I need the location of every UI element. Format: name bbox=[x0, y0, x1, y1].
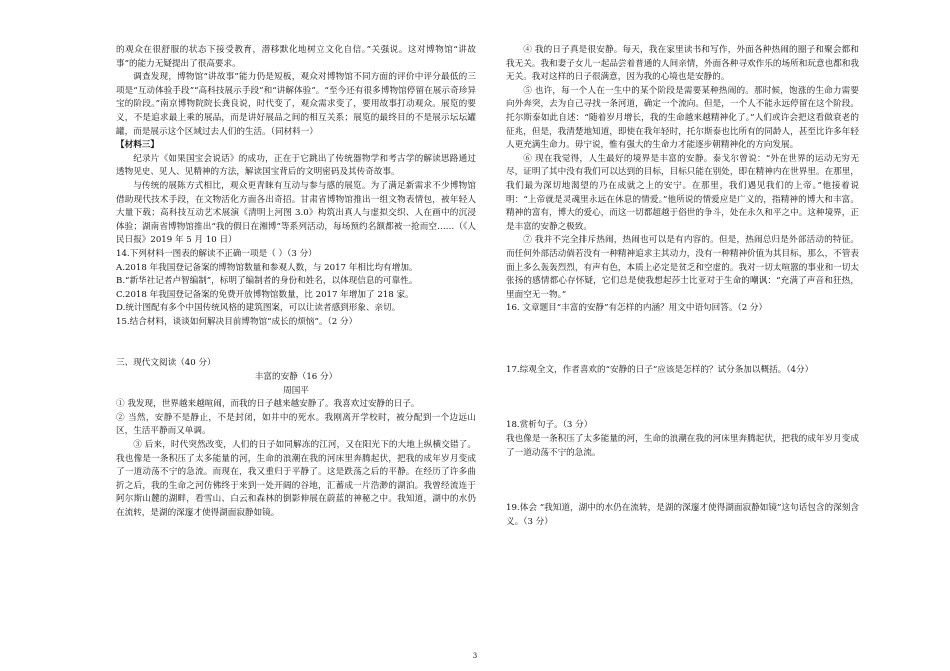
question-14-option-b: B.“新华社记者卢智编制”，标明了编制者的身份和姓名，以体现信息的可靠性。 bbox=[116, 276, 418, 287]
essay-paragraph-1: ① 我发现，世界越来越喧闹，而我的日子越来越安静了。我喜欢过安静的日子。 bbox=[116, 399, 420, 410]
answer-space-18 bbox=[506, 460, 859, 502]
essay-paragraph-6: ⑥ 现在我觉得，人生最好的境界是丰富的安静。泰戈尔曾说：“外在世界的运动无穷无尽，证明了其中没有我们可以达到的目标，目标只能在别处，即在精神内在世界里。在那里，我们最为深切地渴望的乃在成就之上的安宁。在那里，我们遇见我们的上帝。”他接着说明：“上帝就是灵魂里永远在休息的情爱。”他所说的情爱应是广义的，指精神的博大和丰富。精神的富有，博大的爱心，而这一切都超越于俗世的争斗，处在永久和平之中。这种境界，正是丰富的安静之极致。 bbox=[506, 153, 859, 232]
essay-title: 丰富的安静（16 分） bbox=[254, 372, 338, 383]
essay-paragraph-7: ⑦ 我并不完全排斥热闹，热闹也可以是有内容的。但是，热闹总归是外部活动的特征。而任何外部活动倘若没有一种精神追求主其动力，没有一种精神价值为其目标，那么，不管表面上多么轰轰烈烈，有声有色，本质上必定是贫乏和空虚的。我对一切太喧嚣的事业和一切太张扬的感情都心存怀疑，它们总是使我想起莎士比亚对于生命的嘲讽：“充满了声音和狂热，里面空无一物。” bbox=[506, 235, 859, 300]
paragraph-material-3-a: 纪录片《如果国宝会说话》的成功，正在于它跳出了传统器物学和考古学的解读思路通过透物见史、见人、见精神的方法，解读国宝背后的文明密码及其传奇故事。 bbox=[116, 153, 476, 178]
question-14-option-a: A.2018 年我国登记备案的博物馆数量和参观人数，与 2017 年相比均有增加。 bbox=[116, 262, 418, 273]
essay-author: 周国平 bbox=[283, 385, 309, 396]
question-15: 15.结合材料，谈谈如何解决目前博物馆“成长的烦恼”。（2 分） bbox=[116, 316, 358, 327]
left-column bbox=[116, 44, 476, 521]
essay-paragraph-2: ② 当然，安静不是静止，不是封闭，如井中的死水。我刚离开学校时，被分配到一个边远山区，生活平静而又单调。 bbox=[116, 412, 476, 437]
paragraph-continuation: 的观众在很舒服的状态下接受教育，潜移默化地树立文化自信。”关强说。这对博物馆“讲故事”的能力无疑提出了很高要求。 bbox=[116, 45, 476, 69]
section-3-heading: 三、现代文阅读（40 分） bbox=[116, 358, 216, 369]
question-16: 16. 文章题目“丰富的安静”有怎样的内涵？用文中语句回答。（2 分） bbox=[506, 303, 768, 314]
paragraph-survey: 调查发现，博物馆“讲故事”能力仍是短板，观众对博物馆不同方面的评价中评分最低的三项是“互动体验手段”“高科技展示手段”和“讲解体验”。“至今还有很多博物馆停留在展示奇珍异宝的阶段。”南京博物院院长龚良说，时代变了，观众需求变了，要用故事打动观众。展览的要义，不是追求最上乘的展品，而是讲好展品之间的相互关系；展览的最终目的不是展示坛坛罐罐，而是展示这个区域过去人们的生活。（同材料一） bbox=[116, 72, 476, 137]
question-18-quote: 我也像是一条积压了太多能量的河，生命的浪潮在我的河床里奔腾起伏，把我的成年岁月变成了一道动荡不宁的急流。 bbox=[506, 434, 859, 458]
answer-space-16 bbox=[506, 316, 859, 364]
question-17: 17.综观全文，作者喜欢的“安静的日子”应该是怎样的？试分条加以概括。（4分） bbox=[506, 364, 814, 375]
answer-space-15 bbox=[116, 329, 476, 357]
question-19: 19.体会 “我知道，湖中的水仍在流转，是湖的深邃才使得湖面寂静如镜”这句话包含的深刻含义。（3 分） bbox=[506, 503, 859, 527]
answer-space-17 bbox=[506, 377, 859, 419]
essay-paragraph-3: ③ 后来，时代突然改变，人们的日子如同解冻的江河，又在阳光下的大地上纵横交错了。我也像是一条积压了太多能量的河，生命的浪潮在我的河床里奔腾起伏，把我的成年岁月变成了一道动荡不宁的急流。而现在，我又重归于平静了。这是跌荡之后的平静。在经历了许多曲折之后，我的生命之河仿佛终于来到一处开阔的谷地，汇蓄成一片浩渺的湖泊。我曾经流连于阿尔斯山麓的湖畔，看雪山、白云和森林的倒影伸展在蔚蓝的神秘之中。我知道，湖中的水仍在流转，是湖的深邃才使得湖面寂静如镜。 bbox=[116, 440, 476, 518]
right-column bbox=[506, 44, 859, 529]
question-14-option-c: C.2018 年我国登记备案的免费开放博物馆数量，比 2017 年增加了 218 家。 bbox=[116, 289, 414, 300]
question-18: 18.赏析句子。（3 分） bbox=[506, 420, 593, 431]
essay-paragraph-4: ④ 我的日子真是很安静。每天，我在家里读书和写作，外面各种热闹的圈子和聚会都和我无关。我和妻子女儿一起品尝着普通的人间亲情，外面各种寻欢作乐的场所和玩意也都和我无关。我对这样的日子很满意，因为我的心境也是安静的。 bbox=[506, 45, 859, 83]
page-number: 3 bbox=[472, 652, 478, 660]
material-3-heading: 【材料三】 bbox=[116, 140, 159, 151]
paragraph-material-3-b: 与传统的展陈方式相比，观众更青睐有互动与参与感的展览。为了满足新需求不少博物馆借助现代技术手段，在文物活化方面各出奇招。甘肃省博物馆推出一组文物表情包，被年轻人大量下载；高科技互动艺术展演《清明上河图 3.0》构筑出真人与虚拟交织、人在画中的沉浸体验；湖南省博物馆推出“我的假日在湘博”等系列活动，每场预约名额都被一抢而空……（《人民日报》2019 年 5 月 10 日） bbox=[116, 180, 476, 246]
essay-paragraph-5: ⑤ 也许，每一个人在一生中的某个阶段是需要某种热闹的。那时候，饱涨的生命力需要向外奔突，去为自己寻找一条河道，确定一个流向。但是，一个人不能永远停留在这个阶段。托尔斯泰如此自述：“随着岁月增长，我的生命越来越精神化了。”人们或许会把这看做衰老的征兆，但是，我清楚地知道，即使在我年轻时，托尔斯泰也比所有的同龄人，甚至比许多年轻人更充满生命力。毋宁说，惟有强大的生命力才能逐步朝精神化的方向发展。 bbox=[506, 85, 859, 151]
question-14: 14.下列材料一图表的解读不正确一项是（ ）（3 分） bbox=[116, 248, 317, 259]
question-14-option-d: D.统计图配有多个中国传统风格的建筑图案，可以让读者感到形象、亲切。 bbox=[116, 303, 401, 314]
